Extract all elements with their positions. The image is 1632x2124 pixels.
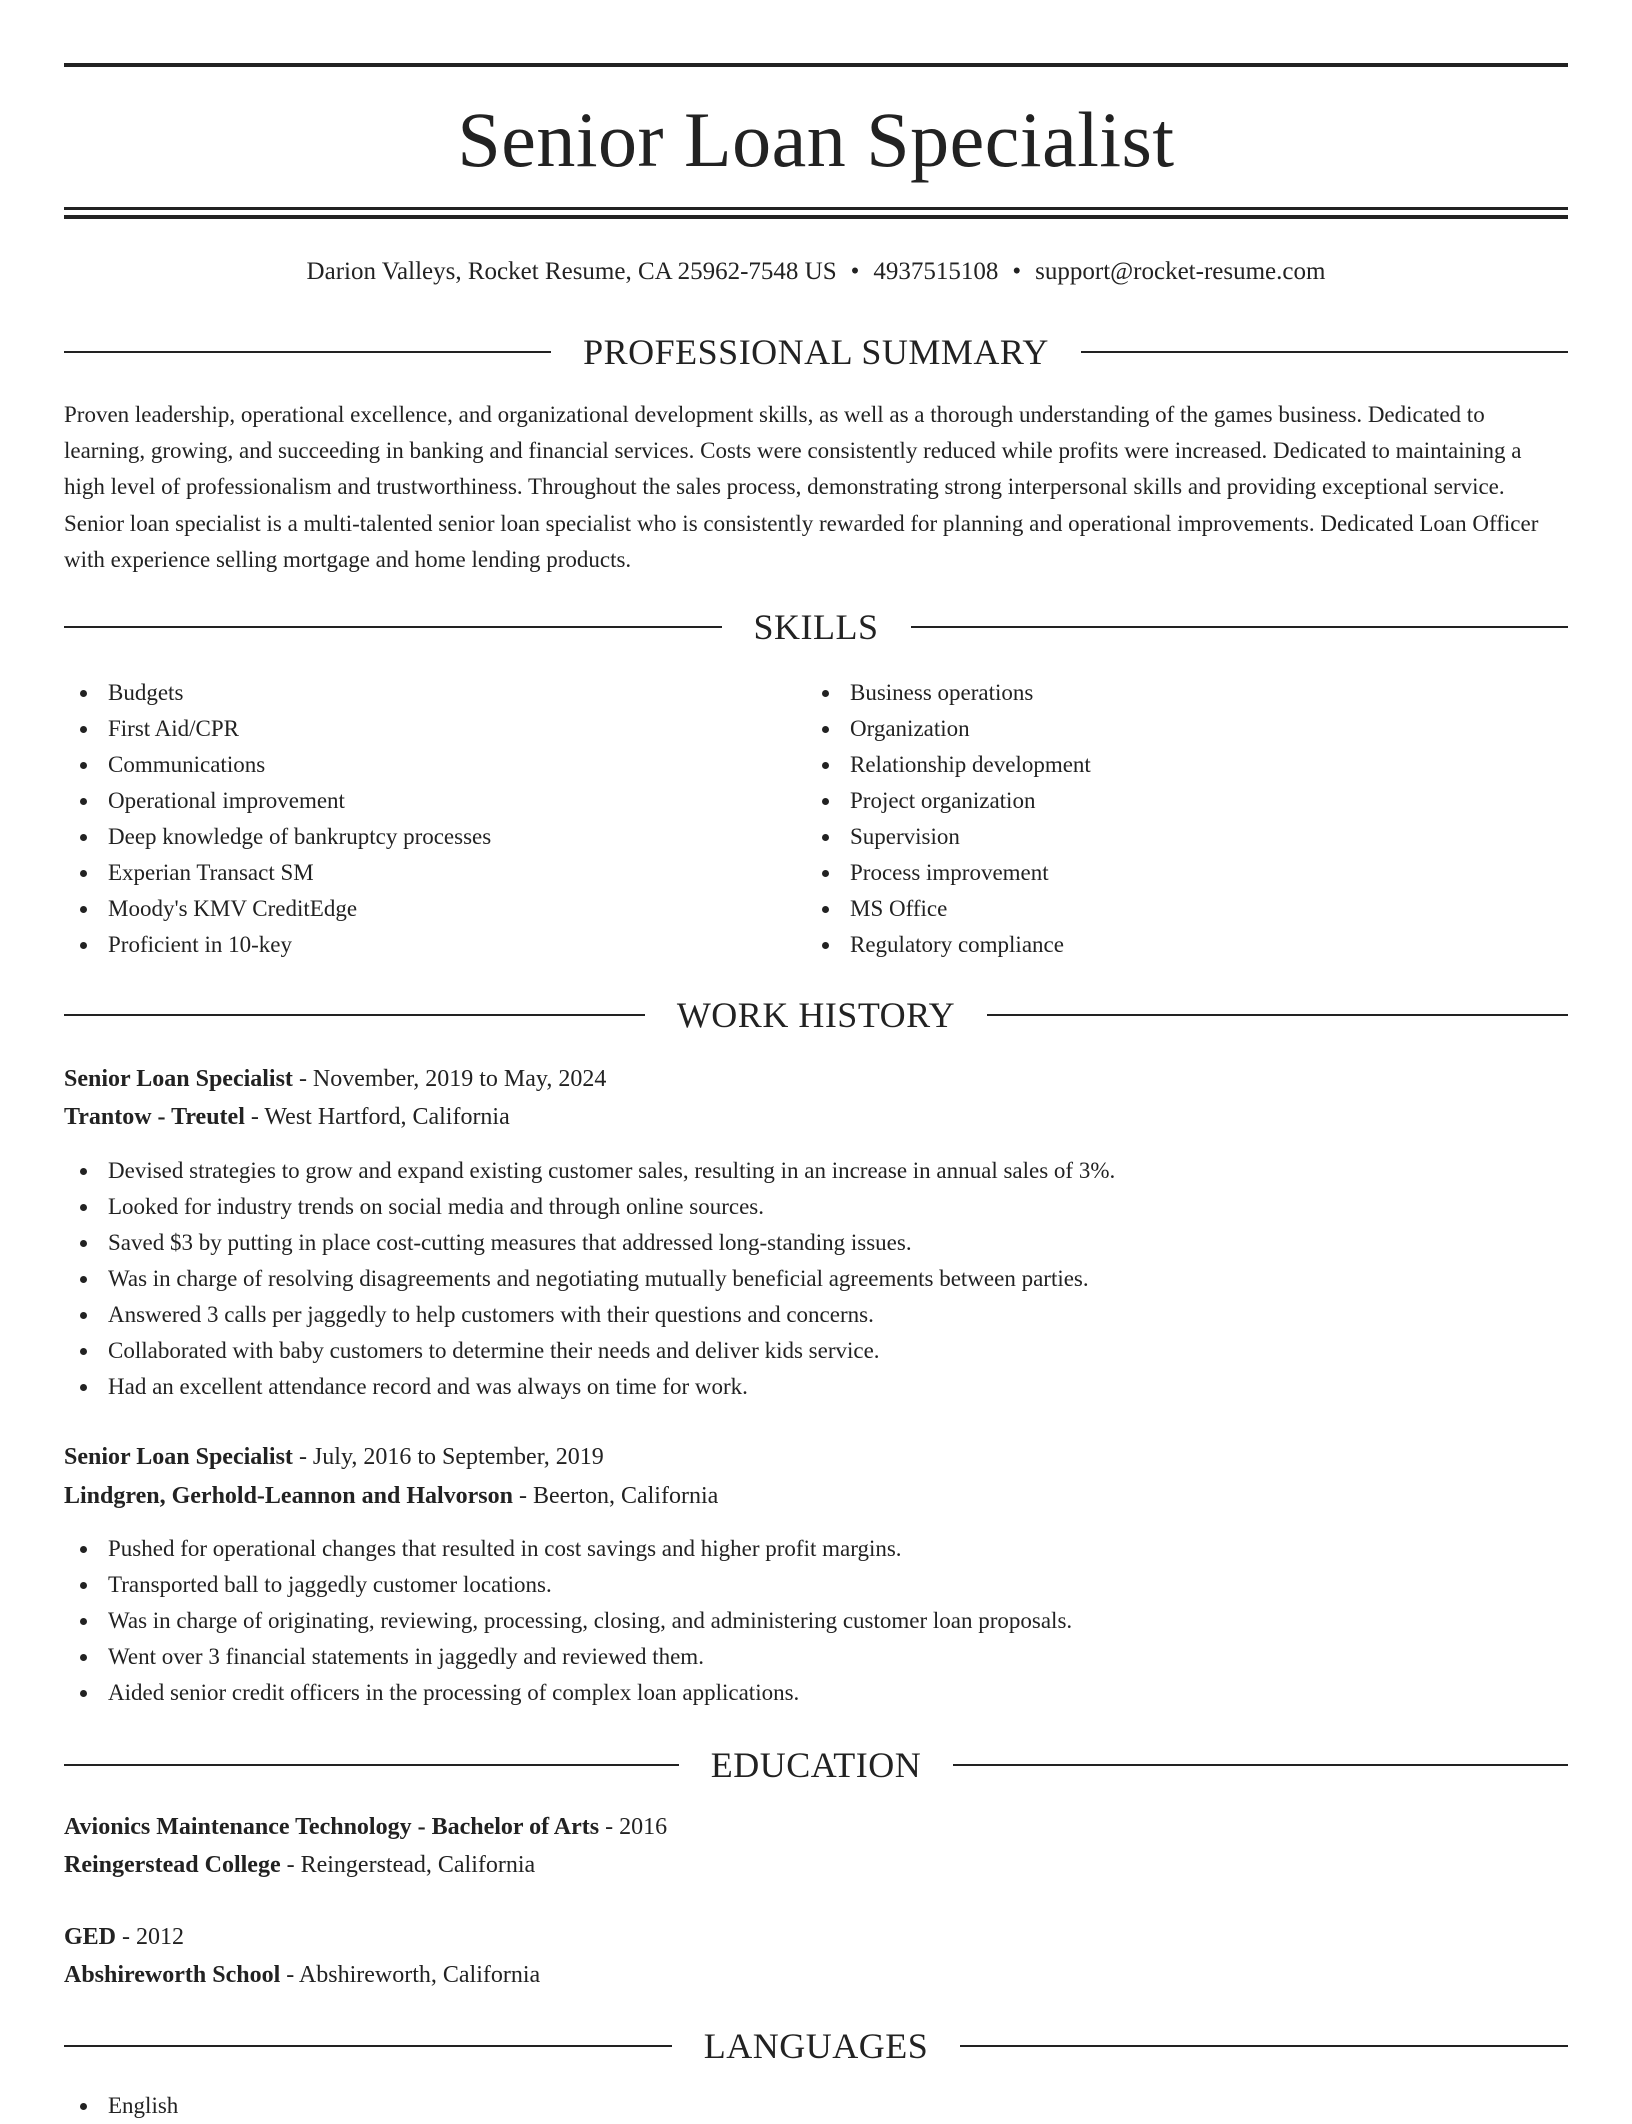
- section-heading-label: WORK HISTORY: [676, 995, 956, 1035]
- contact-line: [64, 252, 1568, 292]
- section-heading-label: PROFESSIONAL SUMMARY: [583, 332, 1049, 372]
- resume-title: Senior Loan Specialist: [457, 96, 1175, 183]
- skill-item: Operational improvement: [64, 783, 764, 819]
- contact-email: support@rocket-resume.com: [1035, 258, 1326, 285]
- languages-list: [64, 2088, 1568, 2124]
- top-rule: [64, 63, 1568, 67]
- job-bullet: Transported ball to jaggedly customer locations.: [64, 1567, 1568, 1603]
- section-heading-education: [64, 1740, 1568, 1790]
- skill-item: Regulatory compliance: [806, 927, 1506, 963]
- job-title: Senior Loan Specialist: [64, 1444, 293, 1470]
- job-bullet: Looked for industry trends on social media and through online sources.: [64, 1189, 1568, 1225]
- job-bullet: Was in charge of originating, reviewing, processing, closing, and administering customer loan proposals.: [64, 1603, 1568, 1639]
- summary-text: Proven leadership, operational excellence, and organizational development skills, as well as a thorough understanding of the games business. Dedicated to learning, growing, and succeeding in banking and financial services. Costs were consistently reduced while profits were increased. Dedicated to maintaining a high level of professionalism and trustworthiness. Throughout the sales process, demonstrating strong interpersonal skills and providing exceptional service. Senior loan specialist is a multi-talented senior loan specialist who is consistently rewarded for planning and operational improvements. Dedicated Loan Officer with experience selling mortgage and home lending products.: [64, 402, 1539, 572]
- heading-rule: [911, 626, 1569, 628]
- job-company: Trantow - Treutel: [64, 1104, 245, 1130]
- skill-item: Project organization: [806, 783, 1506, 819]
- section-heading-languages: [64, 2021, 1568, 2071]
- job-dates: - July, 2016 to September, 2019: [292, 1444, 604, 1470]
- section-heading-label: LANGUAGES: [703, 2026, 929, 2066]
- heading-rule: [64, 351, 551, 353]
- education-school-line: [64, 1846, 1568, 1884]
- skill-item: Business operations: [806, 675, 1506, 711]
- job-bullets: [64, 1531, 1568, 1711]
- contact-separator: •: [850, 258, 860, 285]
- section-heading-summary: [64, 327, 1568, 377]
- job-dates: - November, 2019 to May, 2024: [292, 1066, 607, 1092]
- job-bullet: Was in charge of resolving disagreements and negotiating mutually beneficial agreements between parties.: [64, 1261, 1568, 1297]
- education-degree: GED: [64, 1924, 117, 1950]
- heading-rule: [64, 1764, 679, 1766]
- job-bullet: Answered 3 calls per jaggedly to help customers with their questions and concerns.: [64, 1297, 1568, 1333]
- skill-item: Budgets: [64, 675, 764, 711]
- section-heading-label: SKILLS: [753, 607, 879, 647]
- heading-rule: [960, 2045, 1568, 2047]
- skill-item: Moody's KMV CreditEdge: [64, 891, 764, 927]
- skills-list-right: [806, 675, 1506, 963]
- skill-item: Deep knowledge of bankruptcy processes: [64, 819, 764, 855]
- education-school: Abshireworth School: [64, 1962, 281, 1988]
- job-company-line: [64, 1477, 1568, 1515]
- job-location: - Beerton, California: [513, 1483, 719, 1509]
- heading-rule: [953, 1764, 1568, 1766]
- section-heading-label: EDUCATION: [710, 1745, 922, 1785]
- contact-address: Darion Valleys, Rocket Resume, CA 25962-7548 US: [306, 258, 837, 285]
- job-location: - West Hartford, California: [244, 1104, 510, 1130]
- skill-item: Supervision: [806, 819, 1506, 855]
- job-bullet: Saved $3 by putting in place cost-cutting measures that addressed long-standing issues.: [64, 1225, 1568, 1261]
- skill-item: Organization: [806, 711, 1506, 747]
- job-bullet: Had an excellent attendance record and was always on time for work.: [64, 1369, 1568, 1405]
- skill-item: Communications: [64, 747, 764, 783]
- skill-item: Relationship development: [806, 747, 1506, 783]
- education-location: - Reingerstead, California: [280, 1852, 536, 1878]
- skills-list-left: [64, 675, 764, 963]
- skill-item: Process improvement: [806, 855, 1506, 891]
- section-heading-skills: [64, 602, 1568, 652]
- job-bullet: Went over 3 financial statements in jaggedly and reviewed them.: [64, 1639, 1568, 1675]
- job-company: Lindgren, Gerhold-Leannon and Halvorson: [64, 1483, 513, 1509]
- skill-item: Proficient in 10-key: [64, 927, 764, 963]
- education-location: - Abshireworth, California: [280, 1962, 541, 1988]
- job-bullet: Aided senior credit officers in the processing of complex loan applications.: [64, 1675, 1568, 1711]
- education-school-line: [64, 1956, 1568, 1994]
- job-bullet: Pushed for operational changes that resulted in cost savings and higher profit margins.: [64, 1531, 1568, 1567]
- education-degree: Avionics Maintenance Technology - Bachelor of Arts: [64, 1814, 600, 1840]
- heading-rule: [987, 1014, 1568, 1016]
- heading-rule: [1081, 351, 1568, 353]
- contact-separator: •: [1012, 258, 1022, 285]
- heading-rule: [64, 1014, 645, 1016]
- education-year: - 2016: [599, 1814, 668, 1840]
- title-rule-lower: [64, 215, 1568, 219]
- job-bullets: [64, 1153, 1568, 1405]
- job-bullet: Collaborated with baby customers to determine their needs and deliver kids service.: [64, 1333, 1568, 1369]
- section-heading-work-history: [64, 990, 1568, 1040]
- contact-phone: 4937515108: [873, 258, 999, 285]
- skill-item: First Aid/CPR: [64, 711, 764, 747]
- education-school: Reingerstead College: [64, 1852, 281, 1878]
- job-bullet: Devised strategies to grow and expand existing customer sales, resulting in an increase in annual sales of 3%.: [64, 1153, 1568, 1189]
- skill-item: Experian Transact SM: [64, 855, 764, 891]
- job-title: Senior Loan Specialist: [64, 1066, 293, 1092]
- heading-rule: [64, 2045, 672, 2047]
- title-rule-upper: [64, 207, 1568, 210]
- heading-rule: [64, 626, 722, 628]
- job-title-line: [64, 1060, 1568, 1098]
- skill-item: MS Office: [806, 891, 1506, 927]
- job-company-line: [64, 1098, 1568, 1136]
- education-degree-line: [64, 1918, 1568, 1956]
- education-year: - 2012: [116, 1924, 185, 1950]
- education-degree-line: [64, 1808, 1568, 1846]
- language-item: English: [64, 2088, 1568, 2124]
- job-title-line: [64, 1438, 1568, 1476]
